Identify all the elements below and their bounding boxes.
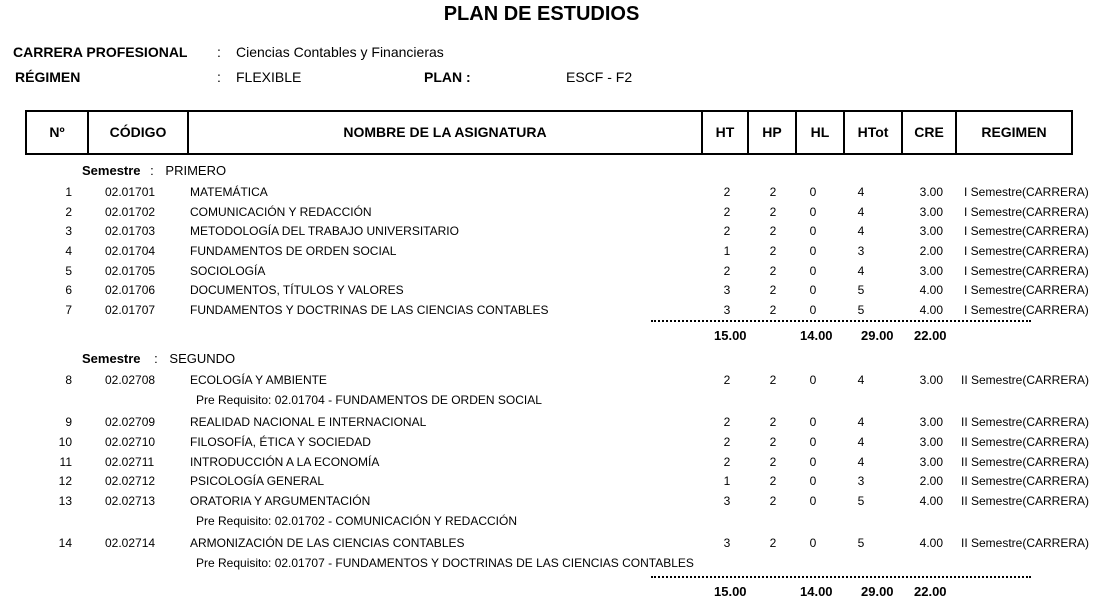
course-number: 1 — [65, 185, 72, 199]
course-hp: 2 — [769, 244, 777, 258]
course-regime: I Semestre(CARRERA) — [964, 224, 1089, 238]
course-number: 10 — [58, 435, 72, 449]
course-hp: 2 — [769, 264, 777, 278]
course-code: 02.02709 — [105, 415, 156, 429]
semester-label: Semestre — [82, 163, 141, 178]
course-hp: 2 — [769, 494, 777, 508]
course-number: 7 — [65, 303, 72, 317]
course-regime: I Semestre(CARRERA) — [964, 264, 1089, 278]
course-name: REALIDAD NACIONAL E INTERNACIONAL — [190, 415, 427, 429]
course-number: 4 — [65, 244, 72, 258]
course-htot: 5 — [857, 303, 865, 317]
course-cre: 3.00 — [919, 205, 943, 219]
course-hl: 0 — [809, 303, 817, 317]
total-ht: 15.00 — [714, 328, 747, 343]
course-htot: 5 — [857, 494, 865, 508]
course-hp: 2 — [769, 224, 777, 238]
column-header-cre: CRE — [914, 124, 944, 140]
total-cre: 22.00 — [914, 328, 947, 343]
course-ht: 3 — [723, 303, 731, 317]
course-name: METODOLOGÍA DEL TRABAJO UNIVERSITARIO — [190, 224, 459, 238]
course-cre: 2.00 — [919, 474, 943, 488]
course-cre: 2.00 — [919, 244, 943, 258]
course-name: ECOLOGÍA Y AMBIENTE — [190, 373, 327, 387]
table-row — [0, 205, 1113, 225]
course-hp: 2 — [769, 303, 777, 317]
course-name: MATEMÁTICA — [190, 185, 268, 199]
course-hp: 2 — [769, 435, 777, 449]
course-code: 02.02710 — [105, 435, 156, 449]
course-hl: 0 — [809, 373, 817, 387]
career-value: Ciencias Contables y Financieras — [236, 44, 444, 60]
course-code: 02.02712 — [105, 474, 156, 488]
course-code: 02.02713 — [105, 494, 156, 508]
course-regime: II Semestre(CARRERA) — [961, 415, 1090, 429]
course-regime: II Semestre(CARRERA) — [961, 435, 1090, 449]
course-hl: 0 — [809, 205, 817, 219]
course-regime: I Semestre(CARRERA) — [964, 185, 1089, 199]
course-cre: 4.00 — [919, 536, 943, 550]
column-header-regime: REGIMEN — [981, 124, 1047, 140]
prerequisite-note: Pre Requisito: 02.01702 - COMUNICACIÓN Y REDACCIÓN — [196, 514, 517, 528]
course-ht: 2 — [723, 455, 731, 469]
course-ht: 1 — [723, 244, 731, 258]
course-cre: 3.00 — [919, 415, 943, 429]
prerequisite-note: Pre Requisito: 02.01704 - FUNDAMENTOS DE ORDEN SOCIAL — [196, 393, 542, 407]
total-hl: 14.00 — [800, 328, 833, 343]
course-htot: 4 — [857, 415, 865, 429]
course-hl: 0 — [809, 283, 817, 297]
totals-divider — [651, 576, 1031, 578]
table-row — [0, 224, 1113, 244]
course-hp: 2 — [769, 474, 777, 488]
course-cre: 3.00 — [919, 373, 943, 387]
table-row — [0, 455, 1113, 475]
course-hp: 2 — [769, 185, 777, 199]
column-header-number: Nº — [49, 124, 65, 140]
course-number: 5 — [65, 264, 72, 278]
course-name: PSICOLOGÍA GENERAL — [190, 474, 325, 488]
course-ht: 3 — [723, 494, 731, 508]
semester-heading — [82, 351, 235, 366]
course-code: 02.01707 — [105, 303, 156, 317]
table-row — [0, 244, 1113, 264]
table-row — [0, 435, 1113, 455]
course-code: 02.02711 — [105, 455, 155, 469]
table-row — [0, 474, 1113, 494]
regime-separator: : — [217, 69, 221, 85]
course-ht: 2 — [723, 373, 731, 387]
course-code: 02.01706 — [105, 283, 156, 297]
course-number: 3 — [65, 224, 72, 238]
total-ht: 15.00 — [714, 584, 747, 599]
table-row — [0, 494, 1113, 514]
course-ht: 2 — [723, 224, 731, 238]
semester-separator: : — [154, 351, 158, 366]
course-regime: II Semestre(CARRERA) — [961, 536, 1090, 550]
course-code: 02.02708 — [105, 373, 156, 387]
course-ht: 2 — [723, 264, 731, 278]
course-hl: 0 — [809, 224, 817, 238]
course-regime: I Semestre(CARRERA) — [964, 205, 1089, 219]
course-regime: II Semestre(CARRERA) — [961, 455, 1090, 469]
course-name: INTRODUCCIÓN A LA ECONOMÍA — [190, 455, 380, 469]
course-regime: I Semestre(CARRERA) — [964, 303, 1089, 317]
table-row — [0, 373, 1113, 393]
course-ht: 2 — [723, 435, 731, 449]
table-row — [0, 536, 1113, 556]
course-number: 14 — [58, 536, 72, 550]
regime-label: RÉGIMEN — [15, 69, 81, 85]
table-header — [25, 110, 1073, 155]
column-header-htot: HTot — [857, 124, 889, 140]
column-header-code: CÓDIGO — [109, 124, 167, 140]
course-htot: 4 — [857, 264, 865, 278]
course-cre: 3.00 — [919, 264, 943, 278]
course-hl: 0 — [809, 494, 817, 508]
total-hl: 14.00 — [800, 584, 833, 599]
course-htot: 3 — [857, 244, 865, 258]
column-header-hl: HL — [810, 124, 830, 140]
course-ht: 3 — [723, 536, 731, 550]
course-hl: 0 — [809, 536, 817, 550]
course-cre: 3.00 — [919, 185, 943, 199]
course-htot: 4 — [857, 224, 865, 238]
course-name: ARMONIZACIÓN DE LAS CIENCIAS CONTABLES — [190, 536, 465, 550]
plan-label: PLAN : — [424, 69, 471, 85]
course-code: 02.01702 — [105, 205, 156, 219]
course-number: 9 — [65, 415, 72, 429]
course-number: 11 — [59, 455, 72, 469]
course-hp: 2 — [769, 373, 777, 387]
course-code: 02.02714 — [105, 536, 156, 550]
course-ht: 1 — [723, 474, 731, 488]
course-htot: 4 — [857, 185, 865, 199]
course-ht: 3 — [723, 283, 731, 297]
course-htot: 3 — [857, 474, 865, 488]
course-name: DOCUMENTOS, TÍTULOS Y VALORES — [190, 283, 404, 297]
course-regime: I Semestre(CARRERA) — [964, 244, 1089, 258]
course-ht: 2 — [723, 205, 731, 219]
semester-name: PRIMERO — [165, 163, 227, 178]
table-row — [0, 283, 1113, 303]
table-row — [0, 185, 1113, 205]
course-regime: II Semestre(CARRERA) — [961, 474, 1090, 488]
course-hl: 0 — [809, 264, 817, 278]
course-number: 13 — [58, 494, 72, 508]
course-code: 02.01704 — [105, 244, 156, 258]
semester-separator: : — [150, 163, 154, 178]
course-hl: 0 — [809, 185, 817, 199]
course-number: 6 — [65, 283, 72, 297]
course-cre: 3.00 — [919, 455, 943, 469]
course-code: 02.01701 — [105, 185, 156, 199]
course-hp: 2 — [769, 415, 777, 429]
course-regime: II Semestre(CARRERA) — [961, 494, 1090, 508]
course-number: 12 — [58, 474, 72, 488]
course-ht: 2 — [723, 185, 731, 199]
column-header-name: NOMBRE DE LA ASIGNATURA — [343, 124, 547, 140]
course-code: 02.01703 — [105, 224, 156, 238]
page-title: PLAN DE ESTUDIOS — [443, 3, 640, 25]
course-htot: 4 — [857, 373, 865, 387]
career-separator: : — [217, 44, 221, 60]
total-cre: 22.00 — [914, 584, 947, 599]
course-cre: 4.00 — [919, 303, 943, 317]
course-hl: 0 — [809, 474, 817, 488]
regime-value: FLEXIBLE — [236, 69, 302, 85]
course-name: FILOSOFÍA, ÉTICA Y SOCIEDAD — [190, 435, 371, 449]
career-label: CARRERA PROFESIONAL — [13, 44, 188, 60]
course-hl: 0 — [809, 435, 817, 449]
semester-name: SEGUNDO — [169, 351, 236, 366]
course-number: 8 — [65, 373, 72, 387]
course-name: COMUNICACIÓN Y REDACCIÓN — [190, 205, 372, 219]
total-htot: 29.00 — [861, 328, 894, 343]
course-hl: 0 — [809, 455, 817, 469]
semester-heading — [82, 163, 226, 178]
course-htot: 4 — [857, 435, 865, 449]
course-cre: 4.00 — [919, 283, 943, 297]
course-hp: 2 — [769, 536, 777, 550]
course-hl: 0 — [809, 244, 817, 258]
course-regime: II Semestre(CARRERA) — [961, 373, 1090, 387]
course-cre: 3.00 — [919, 435, 943, 449]
column-header-hp: HP — [762, 124, 782, 140]
total-htot: 29.00 — [861, 584, 894, 599]
table-row — [0, 415, 1113, 435]
course-ht: 2 — [723, 415, 731, 429]
table-row — [0, 264, 1113, 284]
course-htot: 5 — [857, 536, 865, 550]
semester-label: Semestre — [82, 351, 141, 366]
course-htot: 5 — [857, 283, 865, 297]
course-htot: 4 — [857, 455, 865, 469]
course-number: 2 — [65, 205, 72, 219]
course-cre: 3.00 — [919, 224, 943, 238]
course-regime: I Semestre(CARRERA) — [964, 283, 1089, 297]
course-hp: 2 — [769, 455, 777, 469]
course-name: FUNDAMENTOS Y DOCTRINAS DE LAS CIENCIAS CONTABLES — [190, 303, 549, 317]
course-code: 02.01705 — [105, 264, 156, 278]
plan-value: ESCF - F2 — [566, 69, 633, 85]
course-cre: 4.00 — [919, 494, 943, 508]
course-hp: 2 — [769, 283, 777, 297]
course-name: SOCIOLOGÍA — [190, 264, 266, 278]
course-name: ORATORIA Y ARGUMENTACIÓN — [190, 494, 371, 508]
course-hp: 2 — [769, 205, 777, 219]
course-hl: 0 — [809, 415, 817, 429]
totals-divider — [651, 320, 1031, 322]
prerequisite-note: Pre Requisito: 02.01707 - FUNDAMENTOS Y DOCTRINAS DE LAS CIENCIAS CONTABLES — [196, 556, 694, 570]
course-name: FUNDAMENTOS DE ORDEN SOCIAL — [190, 244, 397, 258]
course-htot: 4 — [857, 205, 865, 219]
column-header-ht: HT — [715, 124, 735, 140]
